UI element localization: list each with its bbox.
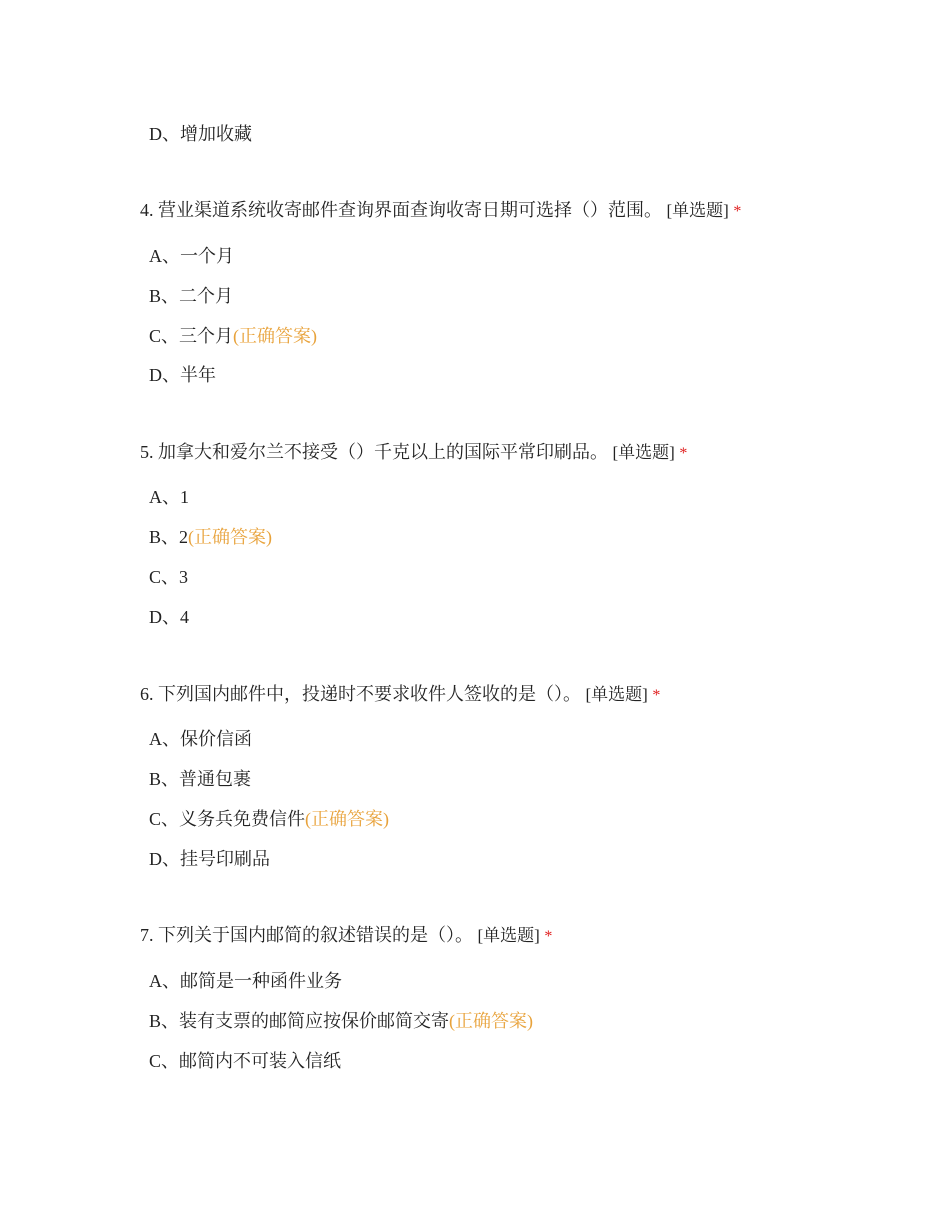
question-text: 7. 下列关于国内邮简的叙述错误的是（）。 xyxy=(140,925,473,945)
question-7-title xyxy=(140,923,552,949)
required-star: * xyxy=(733,203,742,220)
option-text: B、普通包裹 xyxy=(149,769,252,789)
option-text: B、2 xyxy=(149,527,189,547)
q5-option-b xyxy=(149,525,272,549)
q3-option-d xyxy=(149,122,252,146)
option-text: A、1 xyxy=(149,487,189,507)
option-text: C、邮简内不可装入信纸 xyxy=(149,1051,342,1071)
option-text: B、二个月 xyxy=(149,286,234,306)
question-6-title xyxy=(140,682,660,708)
correct-answer-label: (正确答案) xyxy=(449,1011,534,1031)
q7-option-b xyxy=(149,1009,533,1033)
option-text: C、3 xyxy=(149,567,189,587)
option-text: B、装有支票的邮简应按保价邮简交寄 xyxy=(149,1011,450,1031)
option-text: D、增加收藏 xyxy=(149,124,252,144)
required-star: * xyxy=(679,445,688,462)
required-star: * xyxy=(544,928,553,945)
q4-option-c xyxy=(149,324,317,348)
option-text: D、半年 xyxy=(149,365,216,385)
q6-option-b xyxy=(149,767,251,791)
q4-option-b xyxy=(149,284,233,308)
option-text: A、邮简是一种函件业务 xyxy=(149,971,342,991)
option-text: C、义务兵免费信件 xyxy=(149,809,306,829)
option-text: C、三个月 xyxy=(149,326,234,346)
option-text: A、一个月 xyxy=(149,246,234,266)
q5-option-c xyxy=(149,565,188,589)
option-text: D、4 xyxy=(149,607,189,627)
question-4-title xyxy=(140,198,741,224)
question-type-tag: [单选题] xyxy=(666,201,729,220)
correct-answer-label: (正确答案) xyxy=(188,527,273,547)
question-type-tag: [单选题] xyxy=(477,926,540,945)
question-5-title xyxy=(140,440,687,466)
q6-option-c xyxy=(149,807,389,831)
question-text: 6. 下列国内邮件中，投递时不要求收件人签收的是（）。 xyxy=(140,684,581,704)
q6-option-d xyxy=(149,847,270,871)
q4-option-d xyxy=(149,363,216,387)
option-text: D、挂号印刷品 xyxy=(149,849,270,869)
q4-option-a xyxy=(149,244,234,268)
question-text: 4. 营业渠道系统收寄邮件查询界面查询收寄日期可选择（）范围。 xyxy=(140,200,662,220)
question-text: 5. 加拿大和爱尔兰不接受（）千克以上的国际平常印刷品。 xyxy=(140,442,608,462)
correct-answer-label: (正确答案) xyxy=(233,326,318,346)
q7-option-c xyxy=(149,1049,341,1073)
required-star: * xyxy=(652,687,661,704)
q7-option-a xyxy=(149,969,342,993)
q6-option-a xyxy=(149,727,252,751)
question-type-tag: [单选题] xyxy=(612,443,675,462)
q5-option-a xyxy=(149,485,189,509)
question-type-tag: [单选题] xyxy=(585,685,648,704)
option-text: A、保价信函 xyxy=(149,729,252,749)
q5-option-d xyxy=(149,605,189,629)
correct-answer-label: (正确答案) xyxy=(305,809,390,829)
